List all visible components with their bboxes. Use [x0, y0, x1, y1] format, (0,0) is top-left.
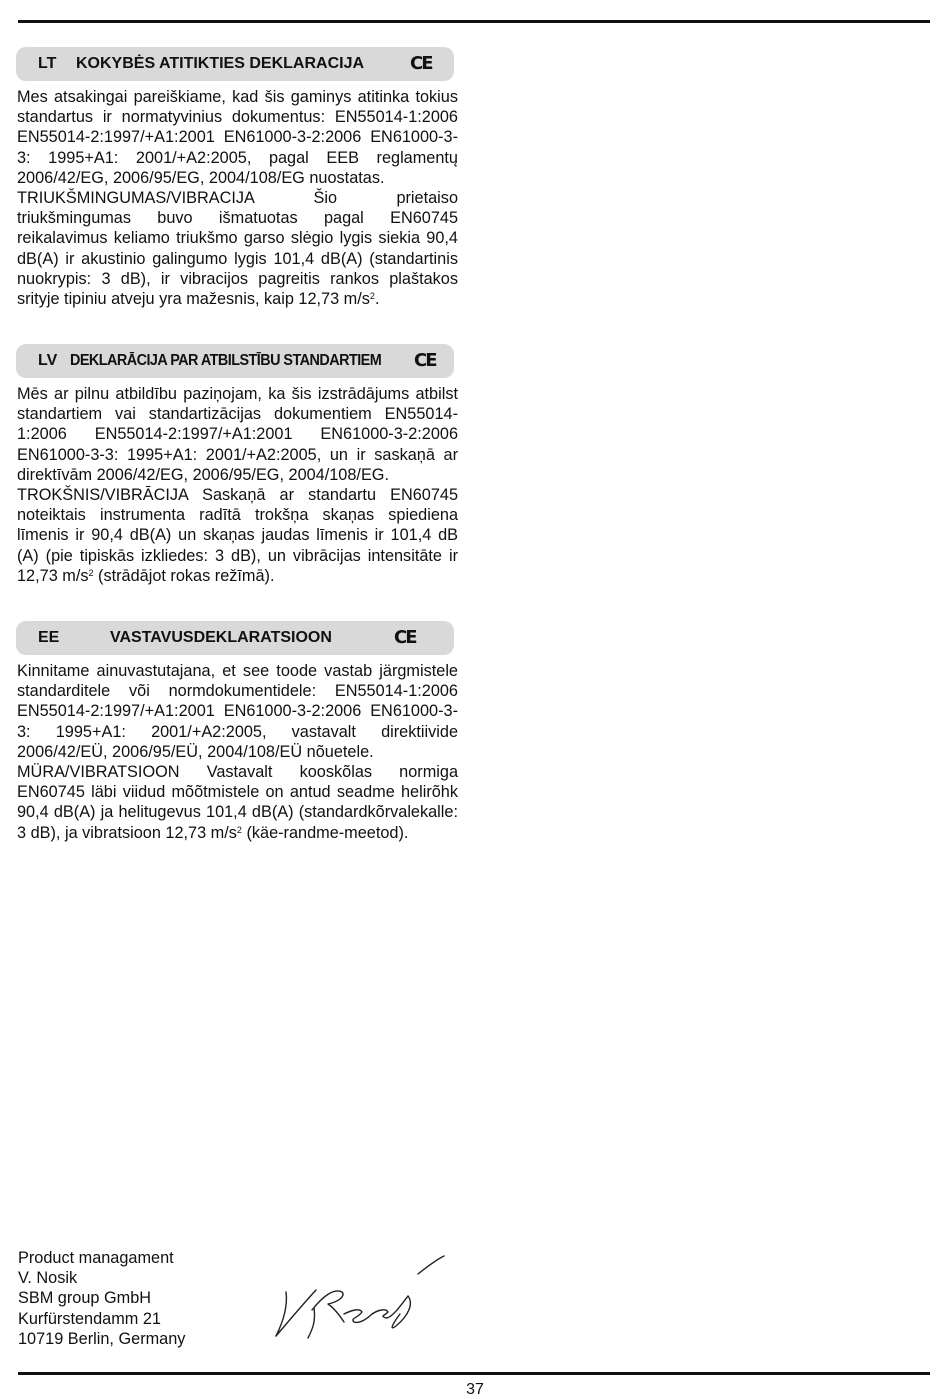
- section-header-lv: [16, 344, 454, 378]
- handwritten-signature: [268, 1252, 453, 1347]
- noise-vibration-paragraph: [17, 762, 458, 843]
- page-number: 37: [466, 1381, 484, 1398]
- superscript: 2: [369, 291, 375, 302]
- noise-text-end: (strādājot rokas režīmā).: [93, 566, 275, 585]
- company-city: 10719 Berlin, Germany: [18, 1329, 186, 1348]
- language-code: LT: [38, 55, 57, 72]
- section-title: DEKLARĀCIJA PAR ATBILSTĪBU STANDARTIEM: [70, 352, 382, 369]
- noise-vibration-paragraph: [17, 485, 458, 586]
- superscript: 2: [88, 567, 94, 578]
- ce-mark-icon: CE: [410, 53, 432, 74]
- section-header-ee: [16, 621, 454, 655]
- section-ee: [16, 621, 460, 843]
- superscript: 2: [236, 824, 242, 835]
- signatory-name: V. Nosik: [18, 1269, 78, 1288]
- section-lv: [16, 344, 460, 586]
- bottom-rule: [18, 1372, 930, 1375]
- declaration-paragraph: Mes atsakingai pareiškiame, kad šis gaminys atitinka tokius standartus ir normatyvinius dokumentus: EN55014-1:2006 EN55014-2:1997/+A1:2001 EN61000-3-2:2006 EN61000-3-3: 1995+A1: 2001/+A2:2005, pagal EEB reglamentų 2006/42/EG, 2006/95/EG, 2004/108/EG nuostatas.: [17, 88, 458, 187]
- company-street: Kurfürstendamm 21: [18, 1309, 161, 1328]
- ce-mark-icon: CE: [394, 627, 416, 648]
- declaration-paragraph: Mēs ar pilnu atbildību paziņojam, ka šis izstrādājums atbilst standartiem vai standartizācijas dokumentiem EN55014-1:2006 EN55014-2:1997/+A1:2001 EN61000-3-2:2006 EN61000-3-3: 1995+A1: 2001/+A2:2005, un ir saskaņā ar direktīvām 2006/42/EG, 2006/95/EG, 2004/108/EG.: [17, 385, 458, 484]
- top-rule: [18, 20, 930, 23]
- noise-vibration-paragraph: [17, 188, 458, 309]
- section-body-lv: [17, 384, 458, 586]
- noise-text: TROKŠNIS/VIBRĀCIJA Saskaņā ar standartu EN60745 noteiktais instrumenta radītā trokšņa skaņas spiediena līmenis ir 90,4 dB(A) un skaņas jaudas līmenis ir 101,4 dB (A) (pie tipiskās izkliedes: 3 dB), un vibrācijas intensitāte ir 12,73 m/s: [17, 486, 458, 585]
- section-title: VASTAVUSDEKLARATSIOON: [110, 629, 332, 646]
- section-lt: [16, 47, 460, 309]
- ce-mark-icon: CE: [414, 350, 436, 371]
- noise-text-end: .: [374, 290, 380, 309]
- section-body-ee: [17, 661, 458, 843]
- noise-text-end: (käe-randme-meetod).: [241, 823, 409, 842]
- signatory-block: [18, 1248, 185, 1349]
- noise-text: MÜRA/VIBRATSIOON Vastavalt kooskõlas normiga EN60745 läbi viidud mõõtmistele on antud seadme helirõhk 90,4 dB(A) ja helitugevus 101,4 dB(A) (standardkõrvalekalle: 3 dB), ja vibratsioon 12,73 m/s: [17, 763, 458, 842]
- noise-text: TRIUKŠMINGUMAS/VIBRACIJA Šio prietaiso triukšmingumas buvo išmatuotas pagal EN60745 reikalavimus keliamo triukšmo garso slėgio lygis siekia 90,4 dB(A) ir akustinio galingumo lygis 101,4 dB(A) (standartinis nuokrypis: 3 dB), ir vibracijos pagreitis rankos plaštakos srityje tipiniu atveju yra mažesnis, kaip 12,73 m/s: [17, 189, 458, 309]
- company-name: SBM group GmbH: [18, 1289, 152, 1308]
- signatory-role: Product managament: [18, 1249, 174, 1267]
- section-title: KOKYBĖS ATITIKTIES DEKLARACIJA: [76, 55, 365, 72]
- declaration-paragraph: Kinnitame ainuvastutajana, et see toode vastab järgmistele standarditele või normdokumentidele: EN55014-1:2006 EN55014-2:1997/+A1:2001 EN61000-3-2:2006 EN61000-3-3: 1995+A1: 2001/+A2:2005, vastavalt direktiivide 2006/42/EÜ, 2006/95/EÜ, 2004/108/EÜ nõuetele.: [17, 662, 458, 761]
- language-code: EE: [38, 629, 60, 646]
- section-header-lt: [16, 47, 454, 81]
- section-body-lt: [17, 87, 458, 309]
- language-code: LV: [38, 352, 58, 369]
